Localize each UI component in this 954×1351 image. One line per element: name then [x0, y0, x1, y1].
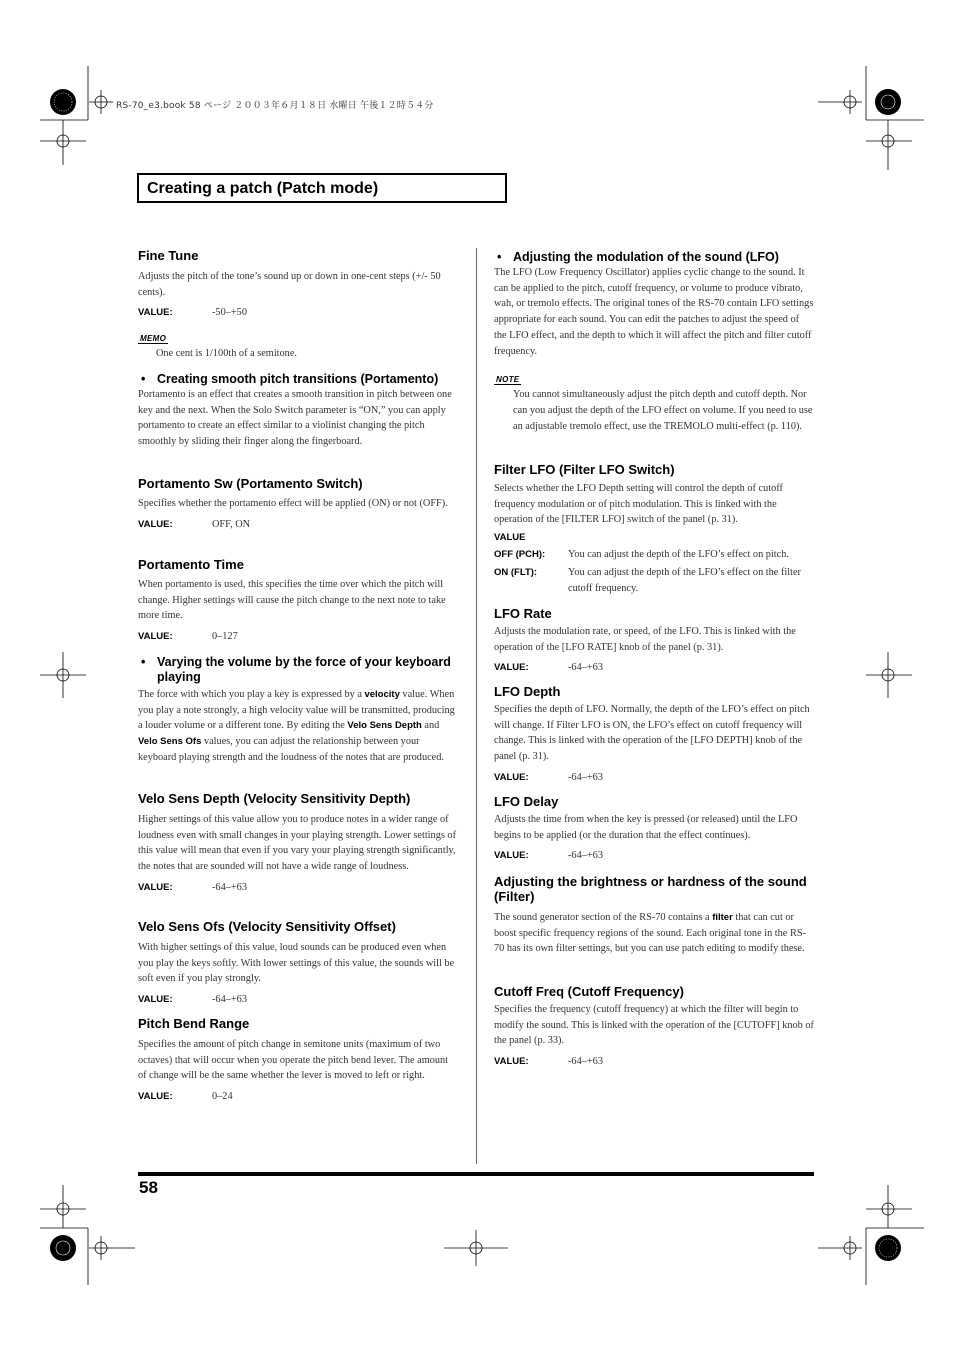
velo-sens-depth-value: -64–+63: [212, 881, 247, 893]
velo-sens-ofs-section: [138, 919, 458, 1007]
pitch-bend-range-body: Specifies the amount of pitch change in semitone units (maximum of two octaves) that will occur when you operate the pitch bend lever. The amount of change will be the same whether the lever is moved to left or right.: [138, 1039, 449, 1082]
option-desc: You can adjust the depth of the LFO’s effect on the filter cutoff frequency.: [568, 566, 801, 594]
lfo-depth-body: Specifies the depth of LFO. Normally, the depth of the LFO’s effect on pitch will change. If Filter LFO is ON, the LFO’s effect on cutoff frequency will change. This is linked with the operation of the [LFO DEPTH] knob of the panel (p. 31).: [494, 704, 810, 763]
value-label: VALUE:: [138, 994, 173, 1006]
lfo-depth-value-row: [494, 767, 814, 785]
memo-block: [138, 328, 458, 362]
filter-lfo-body: Selects whether the LFO Depth setting will control the depth of cutoff frequency modulation or of pitch modulation. This is linked with the operation of the [FILTER LFO] switch of the panel (p. 31).: [494, 483, 783, 526]
portamento-sw-value-row: [138, 514, 458, 532]
pitch-bend-range-value-row: [138, 1086, 458, 1104]
filter-heading-section: [494, 874, 814, 957]
lfo-rate-body: Adjusts the modulation rate, or speed, of the LFO. This is linked with the operation of the [LFO RATE] knob of the panel (p. 31).: [494, 626, 796, 653]
memo-icon: MEMO: [140, 334, 167, 344]
value-label: VALUE:: [138, 1091, 173, 1103]
filter-lfo-heading: Filter LFO (Filter LFO Switch): [494, 462, 675, 477]
fine-tune-body: Adjusts the pitch of the tone’s sound up or down in one-cent steps (+/- 50 cents).: [138, 271, 441, 298]
filter-lfo-option-on: [494, 565, 814, 596]
velo-sens-ofs-value: -64–+63: [212, 994, 247, 1006]
lfo-rate-section: [494, 606, 814, 675]
velo-sens-ofs-heading: Velo Sens Ofs (Velocity Sensitivity Offset): [138, 919, 396, 934]
section-title-box: [137, 173, 507, 203]
pitch-bend-range-value: 0–24: [212, 1091, 233, 1103]
velocity-body-part: value. When you play a note strongly, a high velocity value will be transmitted, producing a louder volume or a different tone. By editing the: [138, 689, 455, 732]
pitch-bend-range-heading: Pitch Bend Range: [138, 1016, 250, 1031]
value-label: VALUE:: [138, 881, 173, 893]
section-title: Creating a patch (Patch mode): [147, 180, 379, 197]
lfo-bullet-heading: [494, 250, 814, 265]
portamento-time-value: 0–127: [212, 631, 238, 643]
velo-sens-depth-heading: Velo Sens Depth (Velocity Sensitivity Depth): [138, 791, 411, 806]
velo-sens-depth-value-row: [138, 877, 458, 895]
print-header-meta: RS-70_e3.book 58 ページ ２００３年６月１８日 水曜日 午後１２時５４分: [116, 101, 434, 111]
portamento-time-body: When portamento is used, this specifies the time over which the pitch will change. Higher settings will cause the pitch change to the next note to take more time.: [138, 579, 446, 622]
velocity-body-part: values, you can adjust the relationship between your keyboard playing strength and the loudness of the notes that are produced.: [138, 736, 444, 763]
velo-sens-ofs-value-row: [138, 989, 458, 1007]
portamento-sw-section: [138, 476, 458, 532]
lfo-rate-value-row: [494, 657, 814, 675]
velo-sens-depth-section: [138, 791, 458, 895]
footer-rule: [138, 1172, 814, 1176]
portamento-bullet-title: Creating smooth pitch transitions (Portamento): [157, 372, 439, 386]
bullet-glyph: •: [141, 655, 146, 669]
term-filter: filter: [712, 912, 733, 923]
lfo-delay-section: [494, 794, 814, 863]
column-divider: [476, 248, 477, 1164]
lfo-delay-value: -64–+63: [568, 850, 603, 862]
term-velo-sens-ofs: Velo Sens Ofs: [138, 736, 202, 748]
filter-heading: Adjusting the brightness or hardness of the sound (Filter): [494, 874, 807, 904]
fine-tune-heading: Fine Tune: [138, 248, 199, 263]
term-velo-sens-depth: Velo Sens Depth: [347, 720, 422, 732]
lfo-bullet-body: The LFO (Low Frequency Oscillator) applies cyclic change to the sound. It can be applied to the pitch, cutoff frequency, or volume to produce vibrato, wah, or tremolo effects. The original tones of the RS-70 contain LFO settings appropriate for each sound. You can edit the patches to adjust the speed of the LFO effect, and the depth to which it will affect the pitch and filter cutoff frequency.: [494, 267, 814, 357]
fine-tune-value: -50–+50: [212, 307, 247, 319]
value-label: VALUE:: [494, 662, 529, 674]
cutoff-freq-heading: Cutoff Freq (Cutoff Frequency): [494, 984, 684, 999]
filter-heading-body: [494, 910, 814, 957]
portamento-time-value-row: [138, 626, 458, 644]
page-number: 58: [139, 1178, 158, 1197]
velocity-bullet-heading: [138, 655, 458, 685]
lfo-bullet-title: Adjusting the modulation of the sound (LFO): [513, 250, 779, 264]
velo-sens-depth-body: Higher settings of this value allow you to produce notes in a wider range of loudness even with small changes in your playing strength. Lower settings of this value will mean that even if you vary your playing strength significantly, the notes that are sounded will not have a wide range of loudness.: [138, 814, 457, 873]
portamento-time-heading: Portamento Time: [138, 557, 244, 572]
option-key: OFF (PCH):: [494, 549, 546, 561]
term-velocity: velocity: [364, 689, 400, 700]
option-key: ON (FLT):: [494, 566, 538, 578]
portamento-bullet-section: [138, 372, 458, 450]
fine-tune-section: [138, 248, 458, 362]
filter-lfo-value-label: VALUE: [494, 532, 526, 544]
value-label: VALUE:: [138, 631, 173, 643]
lfo-delay-body: Adjusts the time from when the key is pressed (or released) until the LFO begins to be applied (or the duration that the effect continues).: [494, 814, 798, 841]
cutoff-freq-body: Specifies the frequency (cutoff frequency) at which the filter will begin to modify the sound. This is linked with the operation of the [CUTOFF] knob of the panel (p. 33).: [494, 1004, 814, 1047]
portamento-sw-body: Specifies whether the portamento effect will be applied (ON) or not (OFF).: [138, 498, 448, 509]
memo-text: One cent is 1/100th of a semitone.: [156, 348, 297, 360]
filter-body-part: The sound generator section of the RS-70 contains a: [494, 912, 713, 923]
bullet-glyph: •: [497, 250, 502, 264]
lfo-rate-value: -64–+63: [568, 662, 603, 674]
cutoff-freq-section: [494, 984, 814, 1069]
filter-lfo-section: [494, 462, 814, 596]
cutoff-freq-value: -64–+63: [568, 1056, 603, 1068]
velocity-bullet-body: [138, 687, 458, 766]
value-label: VALUE:: [494, 850, 529, 862]
value-label: VALUE:: [138, 518, 173, 530]
note-text: You cannot simultaneously adjust the pitch depth and cutoff depth. Nor can you adjust the depth of the LFO effect on volume. If you need to use an adjustable tremolo effect, use the TREMOLO multi-effect (p. 110).: [513, 389, 813, 432]
value-label: VALUE:: [138, 307, 173, 319]
cutoff-freq-value-row: [494, 1051, 814, 1069]
portamento-sw-heading: Portamento Sw (Portamento Switch): [138, 476, 363, 491]
velocity-body-part: and: [421, 720, 440, 732]
portamento-bullet-body: Portamento is an effect that creates a smooth transition in pitch between one key and the next. When the Solo Switch parameter is “ON,” you can apply portamento to create an effect similar to a violinist changing the pitch smoothly by sliding their finger along the fingerboard.: [138, 389, 452, 448]
lfo-delay-heading: LFO Delay: [494, 794, 559, 809]
velocity-bullet-section: [138, 655, 458, 766]
portamento-sw-value: OFF, ON: [212, 518, 251, 530]
filter-body-part: that can cut or boost specific frequency regions of the sound. Each original tone in the RS-70 has its own filter settings, but you can use patch editing to modify these.: [494, 912, 806, 955]
portamento-time-section: [138, 557, 458, 644]
fine-tune-value-row: [138, 302, 458, 320]
velo-sens-ofs-body: With higher settings of this value, loud sounds can be produced even when you play the keys softly. With lower settings of this value, the sounds will be soft even if you play strongly.: [138, 942, 455, 985]
lfo-depth-heading: LFO Depth: [494, 684, 561, 699]
portamento-bullet-heading: [138, 372, 458, 387]
lfo-depth-value: -64–+63: [568, 771, 603, 783]
pitch-bend-range-section: [138, 1016, 458, 1104]
option-desc: You can adjust the depth of the LFO’s effect on pitch.: [568, 549, 789, 561]
value-label: VALUE:: [494, 771, 529, 783]
velocity-bullet-title: Varying the volume by the force of your keyboard playing: [157, 655, 451, 684]
note-icon: NOTE: [496, 375, 520, 385]
lfo-delay-value-row: [494, 845, 814, 863]
filter-lfo-option-off: [494, 547, 814, 563]
lfo-bullet-section: [494, 250, 814, 434]
note-block: [494, 369, 814, 434]
velocity-body-part: The force with which you play a key is expressed by a: [138, 689, 365, 700]
bullet-glyph: •: [141, 372, 146, 386]
value-label: VALUE:: [494, 1056, 529, 1068]
lfo-depth-section: [494, 684, 814, 785]
lfo-rate-heading: LFO Rate: [494, 606, 552, 621]
